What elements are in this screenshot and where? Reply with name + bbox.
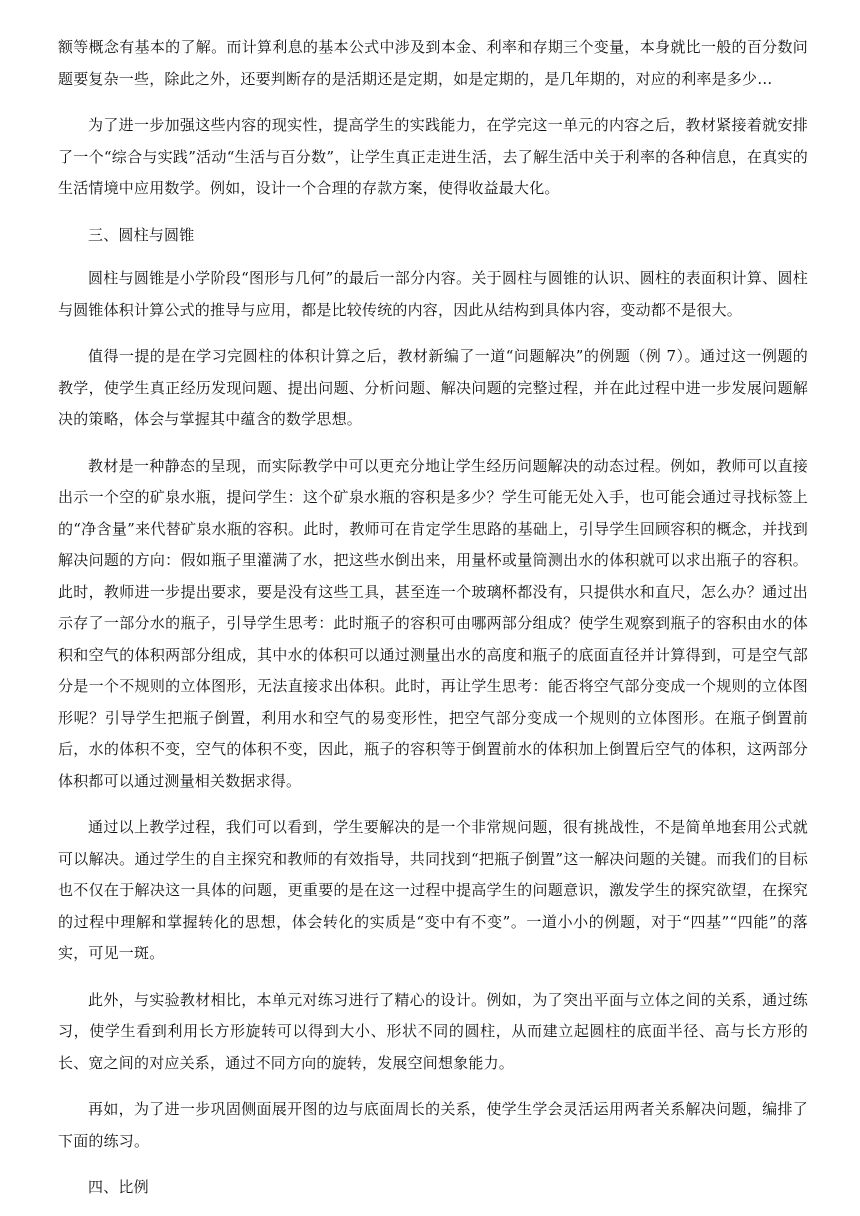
paragraph-teaching-reflection: 通过以上教学过程，我们可以看到，学生要解决的是一个非常规问题，很有挑战性，不是简单地套用公式就可以解决。通过学生的自主探究和教师的有效指导，共同找到“把瓶子倒置”这一解决问题的关键。而我们的目标也不仅在于解决这一具体的问题，更重要的是在这一过程中提高学生的问题意识，激发学生的探究欲望，在探究的过程中理解和掌握转化的思想，体会转化的实质是“变中有不变”。一道小小的例题，对于“四基”“四能”的落实，可见一斑。 [58, 818, 808, 962]
paragraph-cylinder-cone-intro: 圆柱与圆锥是小学阶段“图形与几何”的最后一部分内容。关于圆柱与圆锥的认识、圆柱的表面积计算、圆柱与圆锥体积计算公式的推导与应用，都是比较传统的内容，因此从结构到具体内容，变动都不是很大。 [58, 269, 808, 319]
paragraph-practice-activity: 为了进一步加强这些内容的现实性，提高学生的实践能力，在学完这一单元的内容之后，教材紧接着就安排了一个“综合与实践”活动“生活与百分数”，让学生真正走进生活，去了解生活中关于利率的各种信息，在真实的生活情境中应用数学。例如，设计一个合理的存款方案，使得收益最大化。 [58, 116, 808, 197]
section-heading-ratio: 四、比例 [88, 1178, 149, 1196]
document-page [58, 32, 808, 1216]
paragraph-example-7: 值得一提的是在学习完圆柱的体积计算之后，教材新编了一道“问题解决”的例题（例 7）。通过这一例题的教学，使学生真正经历发现问题、提出问题、分析问题、解决问题的完整过程，并在此过程中进一步发展问题解决的策略，体会与掌握其中蕴含的数学思想。 [58, 347, 808, 428]
paragraph-interest-formula: 额等概念有基本的了解。而计算利息的基本公式中涉及到本金、利率和存期三个变量，本身就比一般的百分数问题要复杂一些，除此之外，还要判断存的是活期还是定期，如是定期的，是几年期的，对应的利率是多少… [58, 38, 808, 88]
section-heading-cylinder-cone: 三、圆柱与圆锥 [88, 225, 195, 244]
paragraph-lateral-surface-exercise: 再如，为了进一步巩固侧面展开图的边与底面周长的关系，使学生学会灵活运用两者关系解决问题，编排了下面的练习。 [58, 1100, 808, 1150]
paragraph-bottle-teaching: 教材是一种静态的呈现，而实际教学中可以更充分地让学生经历问题解决的动态过程。例如，教师可以直接出示一个空的矿泉水瓶，提问学生：这个矿泉水瓶的容积是多少？学生可能无处入手，也可能会通过寻找标签上的“净含量”来代替矿泉水瓶的容积。此时，教师可在肯定学生思路的基础上，引导学生回顾容积的概念，并找到解决问题的方向：假如瓶子里灌满了水，把这些水倒出来，用量杯或量筒测出水的体积就可以求出瓶子的容积。此时，教师进一步提出要求，要是没有这些工具，甚至连一个玻璃杯都没有，只提供水和直尺，怎么办？通过出示存了一部分水的瓶子，引导学生思考：此时瓶子的容积可由哪两部分组成？使学生观察到瓶子的容积由水的体积和空气的体积两部分组成，其中水的体积可以通过测量出水的高度和瓶子的底面直径并计算得到，可是空气部分是一个不规则的立体图形，无法直接求出体积。此时，再让学生思考：能否将空气部分变成一个规则的立体图形呢？引导学生把瓶子倒置，利用水和空气的易变形性，把空气部分变成一个规则的立体图形。在瓶子倒置前后，水的体积不变，空气的体积不变，因此，瓶子的容积等于倒置前水的体积加上倒置后空气的体积，这两部分体积都可以通过测量相关数据求得。 [58, 456, 808, 790]
paragraph-exercise-design: 此外，与实验教材相比，本单元对练习进行了精心的设计。例如，为了突出平面与立体之间的关系，通过练习，使学生看到利用长方形旋转可以得到大小、形状不同的圆柱，从而建立起圆柱的底面半径、高与长方形的长、宽之间的对应关系，通过不同方向的旋转，发展空间想象能力。 [58, 990, 808, 1072]
